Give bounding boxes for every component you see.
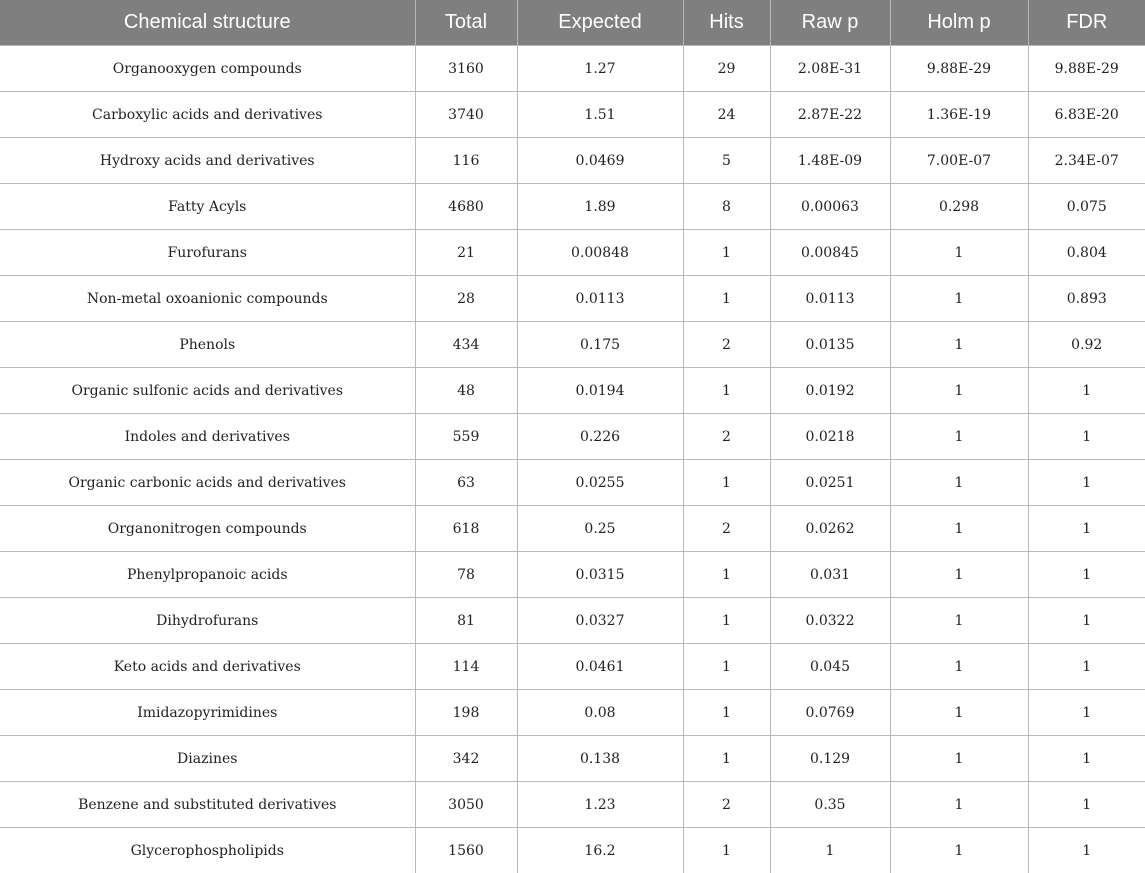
cell-hits: 1 — [683, 598, 770, 644]
cell-chemical-structure: Organic carbonic acids and derivatives — [0, 460, 415, 506]
cell-holm-p: 7.00E-07 — [890, 138, 1028, 184]
cell-total: 434 — [415, 322, 517, 368]
cell-holm-p: 1 — [890, 460, 1028, 506]
cell-holm-p: 1 — [890, 552, 1028, 598]
cell-chemical-structure: Imidazopyrimidines — [0, 690, 415, 736]
cell-hits: 8 — [683, 184, 770, 230]
header-hits: Hits — [683, 0, 770, 46]
cell-total: 3050 — [415, 782, 517, 828]
cell-fdr: 6.83E-20 — [1028, 92, 1145, 138]
cell-fdr: 1 — [1028, 828, 1145, 873]
cell-chemical-structure: Furofurans — [0, 230, 415, 276]
cell-raw-p: 0.0113 — [770, 276, 890, 322]
cell-hits: 2 — [683, 414, 770, 460]
cell-chemical-structure: Glycerophospholipids — [0, 828, 415, 873]
cell-expected: 1.51 — [517, 92, 683, 138]
table-row — [0, 782, 1145, 828]
cell-fdr: 1 — [1028, 460, 1145, 506]
cell-fdr: 1 — [1028, 644, 1145, 690]
cell-chemical-structure: Diazines — [0, 736, 415, 782]
cell-chemical-structure: Hydroxy acids and derivatives — [0, 138, 415, 184]
cell-fdr: 1 — [1028, 736, 1145, 782]
cell-chemical-structure: Keto acids and derivatives — [0, 644, 415, 690]
table-row — [0, 230, 1145, 276]
header-chemical-structure: Chemical structure — [0, 0, 415, 46]
cell-expected: 0.0461 — [517, 644, 683, 690]
cell-raw-p: 0.00063 — [770, 184, 890, 230]
cell-total: 78 — [415, 552, 517, 598]
cell-holm-p: 1 — [890, 276, 1028, 322]
table-row — [0, 92, 1145, 138]
cell-fdr: 9.88E-29 — [1028, 46, 1145, 92]
cell-chemical-structure: Indoles and derivatives — [0, 414, 415, 460]
cell-chemical-structure: Organooxygen compounds — [0, 46, 415, 92]
cell-raw-p: 0.0251 — [770, 460, 890, 506]
table-row — [0, 276, 1145, 322]
cell-raw-p: 0.0218 — [770, 414, 890, 460]
table-row — [0, 552, 1145, 598]
table-row — [0, 46, 1145, 92]
table-row — [0, 322, 1145, 368]
cell-chemical-structure: Fatty Acyls — [0, 184, 415, 230]
cell-expected: 0.00848 — [517, 230, 683, 276]
cell-chemical-structure: Phenols — [0, 322, 415, 368]
table-row — [0, 460, 1145, 506]
cell-fdr: 0.804 — [1028, 230, 1145, 276]
cell-hits: 1 — [683, 736, 770, 782]
cell-total: 48 — [415, 368, 517, 414]
cell-expected: 0.08 — [517, 690, 683, 736]
cell-hits: 29 — [683, 46, 770, 92]
cell-holm-p: 1 — [890, 598, 1028, 644]
cell-hits: 2 — [683, 782, 770, 828]
cell-hits: 1 — [683, 368, 770, 414]
cell-total: 559 — [415, 414, 517, 460]
cell-chemical-structure: Benzene and substituted derivatives — [0, 782, 415, 828]
cell-chemical-structure: Organonitrogen compounds — [0, 506, 415, 552]
cell-raw-p: 0.045 — [770, 644, 890, 690]
table-header — [0, 0, 1145, 46]
cell-chemical-structure: Dihydrofurans — [0, 598, 415, 644]
cell-hits: 2 — [683, 322, 770, 368]
table-row — [0, 736, 1145, 782]
cell-raw-p: 0.0192 — [770, 368, 890, 414]
cell-total: 342 — [415, 736, 517, 782]
cell-fdr: 1 — [1028, 782, 1145, 828]
cell-total: 21 — [415, 230, 517, 276]
cell-raw-p: 1 — [770, 828, 890, 873]
header-row — [0, 0, 1145, 46]
cell-expected: 0.226 — [517, 414, 683, 460]
cell-expected: 0.25 — [517, 506, 683, 552]
table-row — [0, 828, 1145, 873]
table-row — [0, 644, 1145, 690]
cell-total: 81 — [415, 598, 517, 644]
cell-holm-p: 9.88E-29 — [890, 46, 1028, 92]
table-row — [0, 690, 1145, 736]
cell-expected: 1.27 — [517, 46, 683, 92]
cell-holm-p: 1 — [890, 736, 1028, 782]
cell-holm-p: 1 — [890, 828, 1028, 873]
cell-holm-p: 1 — [890, 506, 1028, 552]
cell-expected: 16.2 — [517, 828, 683, 873]
cell-fdr: 2.34E-07 — [1028, 138, 1145, 184]
cell-total: 3740 — [415, 92, 517, 138]
cell-chemical-structure: Phenylpropanoic acids — [0, 552, 415, 598]
cell-hits: 1 — [683, 644, 770, 690]
header-total: Total — [415, 0, 517, 46]
cell-fdr: 0.893 — [1028, 276, 1145, 322]
cell-fdr: 1 — [1028, 414, 1145, 460]
cell-hits: 5 — [683, 138, 770, 184]
cell-total: 3160 — [415, 46, 517, 92]
cell-raw-p: 0.0769 — [770, 690, 890, 736]
header-raw-p: Raw p — [770, 0, 890, 46]
cell-holm-p: 1 — [890, 414, 1028, 460]
cell-total: 1560 — [415, 828, 517, 873]
cell-raw-p: 0.00845 — [770, 230, 890, 276]
table-row — [0, 184, 1145, 230]
header-holm-p: Holm p — [890, 0, 1028, 46]
cell-total: 28 — [415, 276, 517, 322]
cell-hits: 1 — [683, 828, 770, 873]
cell-chemical-structure: Organic sulfonic acids and derivatives — [0, 368, 415, 414]
cell-hits: 2 — [683, 506, 770, 552]
cell-hits: 1 — [683, 230, 770, 276]
cell-total: 4680 — [415, 184, 517, 230]
table-row — [0, 506, 1145, 552]
cell-fdr: 1 — [1028, 552, 1145, 598]
cell-expected: 1.89 — [517, 184, 683, 230]
cell-total: 63 — [415, 460, 517, 506]
cell-raw-p: 0.0262 — [770, 506, 890, 552]
cell-holm-p: 1 — [890, 644, 1028, 690]
cell-expected: 0.175 — [517, 322, 683, 368]
cell-hits: 24 — [683, 92, 770, 138]
cell-hits: 1 — [683, 276, 770, 322]
cell-fdr: 1 — [1028, 598, 1145, 644]
table-body — [0, 46, 1145, 873]
cell-total: 198 — [415, 690, 517, 736]
cell-raw-p: 0.0135 — [770, 322, 890, 368]
cell-chemical-structure: Non-metal oxoanionic compounds — [0, 276, 415, 322]
cell-hits: 1 — [683, 690, 770, 736]
cell-expected: 0.138 — [517, 736, 683, 782]
cell-fdr: 1 — [1028, 690, 1145, 736]
cell-holm-p: 1 — [890, 322, 1028, 368]
cell-fdr: 1 — [1028, 506, 1145, 552]
cell-total: 618 — [415, 506, 517, 552]
cell-holm-p: 1.36E-19 — [890, 92, 1028, 138]
cell-raw-p: 2.87E-22 — [770, 92, 890, 138]
cell-raw-p: 2.08E-31 — [770, 46, 890, 92]
cell-chemical-structure: Carboxylic acids and derivatives — [0, 92, 415, 138]
cell-holm-p: 1 — [890, 690, 1028, 736]
table-row — [0, 598, 1145, 644]
cell-holm-p: 1 — [890, 230, 1028, 276]
cell-total: 116 — [415, 138, 517, 184]
header-fdr: FDR — [1028, 0, 1145, 46]
header-expected: Expected — [517, 0, 683, 46]
cell-expected: 1.23 — [517, 782, 683, 828]
table-row — [0, 414, 1145, 460]
cell-expected: 0.0327 — [517, 598, 683, 644]
cell-raw-p: 0.35 — [770, 782, 890, 828]
cell-expected: 0.0315 — [517, 552, 683, 598]
cell-expected: 0.0469 — [517, 138, 683, 184]
cell-raw-p: 0.031 — [770, 552, 890, 598]
cell-holm-p: 0.298 — [890, 184, 1028, 230]
cell-fdr: 0.075 — [1028, 184, 1145, 230]
cell-raw-p: 1.48E-09 — [770, 138, 890, 184]
cell-total: 114 — [415, 644, 517, 690]
cell-hits: 1 — [683, 460, 770, 506]
cell-expected: 0.0194 — [517, 368, 683, 414]
cell-hits: 1 — [683, 552, 770, 598]
cell-holm-p: 1 — [890, 368, 1028, 414]
cell-expected: 0.0113 — [517, 276, 683, 322]
cell-raw-p: 0.0322 — [770, 598, 890, 644]
cell-expected: 0.0255 — [517, 460, 683, 506]
table-row — [0, 368, 1145, 414]
cell-fdr: 0.92 — [1028, 322, 1145, 368]
cell-holm-p: 1 — [890, 782, 1028, 828]
table-row — [0, 138, 1145, 184]
cell-fdr: 1 — [1028, 368, 1145, 414]
cell-raw-p: 0.129 — [770, 736, 890, 782]
